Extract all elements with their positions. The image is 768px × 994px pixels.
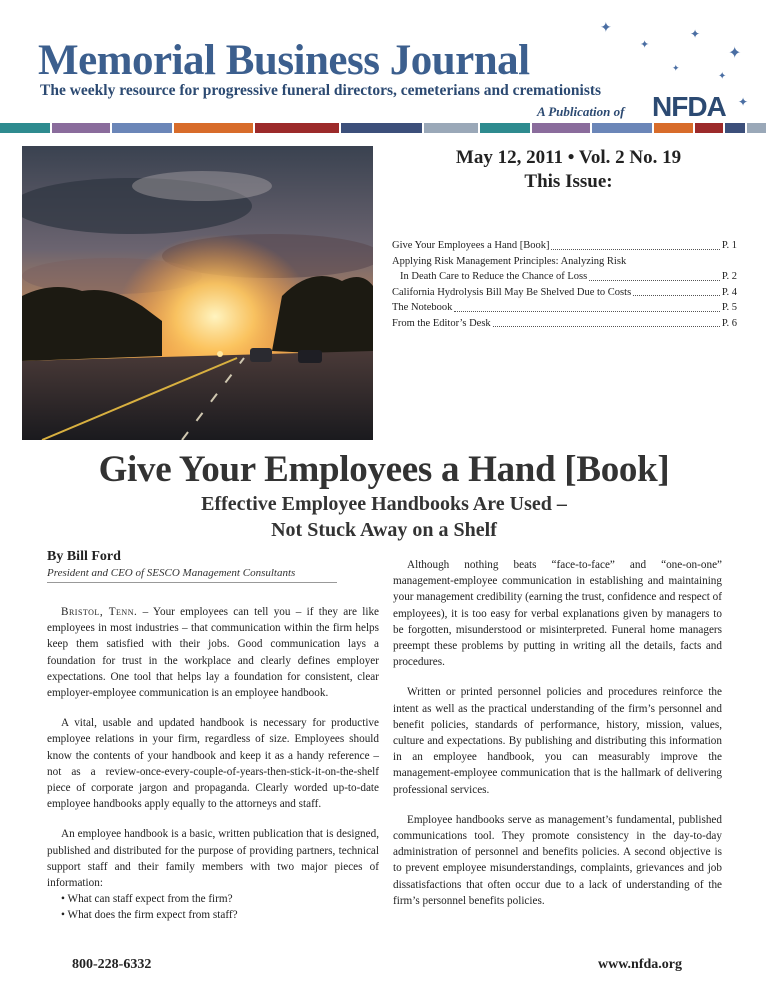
list-item: • What does the firm expect from staff? [61, 909, 238, 922]
toc-entry[interactable]: In Death Care to Reduce the Chance of Loss P. 2 [400, 271, 737, 282]
toc-entry[interactable]: The Notebook P. 5 [392, 302, 737, 313]
footer-url-link[interactable]: www.nfda.org [598, 957, 683, 972]
star-icon: ✦ [690, 27, 701, 41]
toc-entry[interactable]: Applying Risk Management Principles: Analyzing Risk [392, 255, 627, 267]
color-band [0, 123, 768, 133]
article-subhead [0, 491, 768, 543]
color-band-segment [747, 123, 766, 133]
journal-title: Memorial Business Journal [38, 37, 530, 84]
table-of-contents [392, 238, 737, 331]
toc-entry[interactable]: California Hydrolysis Bill May Be Shelved Due to Costs P. 4 [392, 286, 737, 298]
color-band-segment [725, 123, 744, 133]
masthead [0, 0, 768, 124]
article-paragraph: Bristol, Tenn. – Your employees can tell you – if they are like employees in most industries – that communication within the firm helps keep them satisfied with their jobs. Good communication lays a foundation for trust in the workplace and clearly defines employer expectations. One tool that helps lay a foundation for consistent, clear employer-employee communication is an employee handbook. [47, 606, 380, 700]
article-paragraph: An employee handbook is a basic, written publication that is designed, published and distributed for the purpose of providing partners, technical support staff and their family members with two major pieces of information: [47, 828, 379, 890]
article-column-right [393, 557, 722, 909]
issue-label: This Issue: [524, 171, 613, 192]
journal-tagline: The weekly resource for progressive funeral directors, cemeterians and cremationists [40, 82, 602, 99]
subhead-line: Effective Employee Handbooks Are Used – [201, 493, 567, 515]
color-band-segment [52, 123, 110, 133]
article-paragraph: A vital, usable and updated handbook is necessary for productive employee relations in your firm, regardless of size. Employees should know the contents of your handbook and keep it as a handy reference – not as a review-once-every-couple-of-years-then-stick-it-on-the-shelf piece of corporate jargon and propaganda. Clearly worded up-to-date employee handbooks apply equally to the attorneys and staff. [47, 717, 379, 811]
sunset-road-photo [22, 146, 373, 440]
nfda-logo: NFDA [652, 91, 726, 122]
list-item: • What can staff expect from the firm? [61, 893, 233, 906]
star-icon: ✦ [600, 21, 612, 36]
author-title: President and CEO of SESCO Management Consultants [47, 567, 337, 583]
color-band-segment [112, 123, 172, 133]
article-paragraph: Employee handbooks serve as management’s fundamental, published communications tool. They promote consistency in the day-to-day administration of personnel and benefits policies. A second objective is to prevent employee misunderstandings, complaints, grievances and job dissatisfactions that often occur due to a lack of understanding of the firm’s personnel benefits policies. [393, 813, 722, 907]
article-column-left [47, 604, 379, 924]
star-icon: ✦ [718, 71, 727, 82]
byline [47, 549, 382, 583]
issue-date: May 12, 2011 • Vol. 2 No. 19 [455, 147, 682, 168]
article-headline: Give Your Employees a Hand [Book] [98, 449, 670, 490]
color-band-segment [0, 123, 50, 133]
color-band-segment [255, 123, 340, 133]
color-band-segment [424, 123, 478, 133]
star-icon: ✦ [738, 95, 749, 109]
star-icon: ✦ [640, 39, 650, 51]
publication-of-label: A Publication of [537, 104, 625, 119]
dateline: Bristol, Tenn. [61, 606, 138, 618]
color-band-segment [174, 123, 253, 133]
color-band-segment [695, 123, 724, 133]
color-band-segment [654, 123, 693, 133]
toc-entry[interactable]: Give Your Employees a Hand [Book] P. 1 [392, 240, 737, 251]
color-band-segment [341, 123, 422, 133]
bullet-list [47, 891, 379, 923]
color-band-segment [480, 123, 530, 133]
star-icon: ✦ [728, 45, 742, 62]
star-icon: ✦ [672, 63, 680, 73]
toc-entry[interactable]: From the Editor’s Desk P. 6 [392, 317, 737, 329]
footer-phone: 800-228-6332 [72, 957, 152, 972]
color-band-segment [532, 123, 590, 133]
author-name: By Bill Ford [47, 549, 121, 564]
article-paragraph: Although nothing beats “face-to-face” and “one-on-one” management-employee communication in establishing and maintaining your management credibility (earning the trust, confidence and respect of employees), it is too easy for verbal explanations given by managers to be forgotten, misunderstood or misinterpreted. Funeral home managers preempt these problems by putting in writing all the details, facts and procedures. [393, 559, 722, 669]
issue-info [392, 146, 745, 329]
subhead-line: Not Stuck Away on a Shelf [271, 519, 497, 541]
article-paragraph: Written or printed personnel policies and procedures reinforce the intent as well as the practical understanding of the firm’s personnel and benefit policies, standards of performance, history, mission, values, culture and expectations. By publishing and distributing this information in an employee handbook, you can measurably improve the management-employee communication that is the hallmark of delivering professional services. [393, 686, 722, 796]
color-band-segment [592, 123, 652, 133]
